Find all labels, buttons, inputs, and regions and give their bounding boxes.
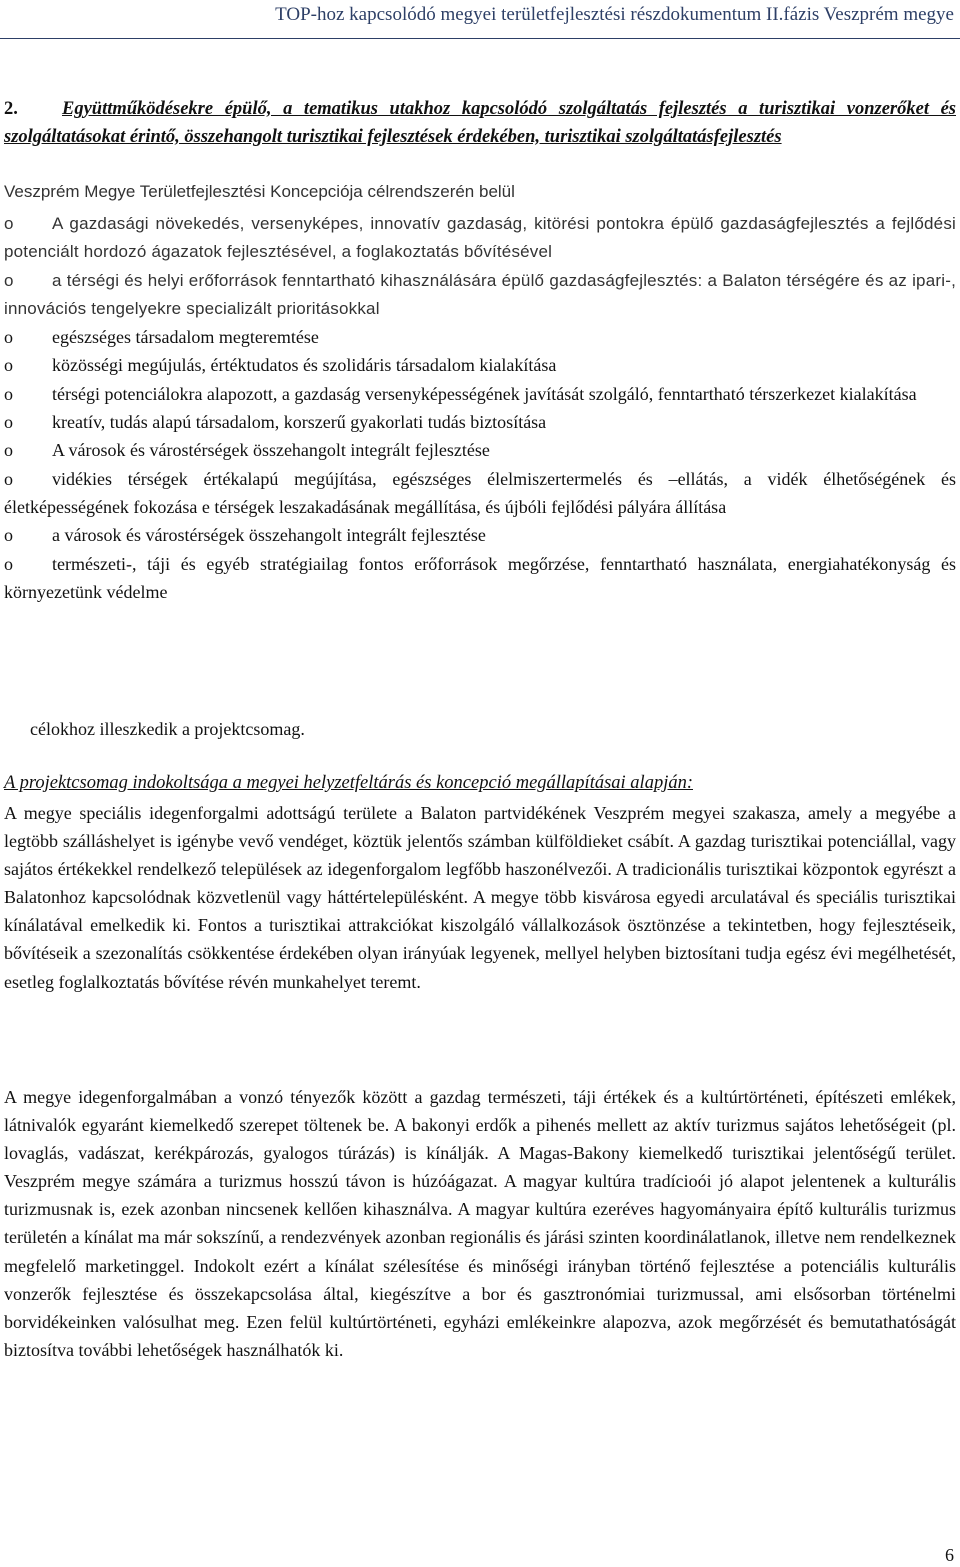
list-item [4,550,956,607]
bullet-marker: o [4,553,13,574]
body-paragraph: A megye idegenforgalmában a vonzó tényezők között a gazdag természeti, táji értékek és a kultúrtörténeti, építészeti emlékek, látnivalók egyaránt kiemelkedő szerepet töltenek be. A bakonyi erdők a pihenés mellett az aktív turizmus sajátos lehetőségeit (pl. lovaglás, vadászat, kerékpározás, gyalogos túrázás) is kínálják. A Magas-Bakony kiemelkedő turisztikai jelentőségű terület. Veszprém megye számára a turizmus hosszú távon is húzóágazat. A magyar kultúra tradícioói jó alapot jelentenek a kulturális turizmusnak is, ezek azonban nincsenek kellően kihasználva. A magyar kultúra ezeréves hagyományaira építő kulturális turizmus területén a kínálat ma már sokszínű, a rendezvények azonban regionális és járási szinten koordinálatlanok, illetve nem rendelkeznek megfelelő marketinggel. Indokolt ezért a kínálat szélesítése és minőségi irányban történő fejlesztése a potenciális kulturális vonzerők fejlesztése és összekapcsolása által, kiegészítve a bor és gasztronómiai turizmussal, ami elsősorban történelmi borvidékeinken valósulhat meg. Ezen felül kultúrtörténeti, egyházi emlékeinkre alapozva, azok megőrzését és bemutathatóságát biztosítva további lehetőségek használhatók ki. [4,1087,956,1360]
bullet-marker: o [4,270,14,290]
list-item-text: közösségi megújulás, értéktudatos és szolidáris társadalom kialakítása [52,355,557,376]
list-item [4,351,956,379]
body-paragraph: A megye speciális idegenforgalmi adottságú területe a Balaton partvidékének Veszprém megyei szakasza, amely a megyébe a legtöbb szálláshelyet is igénybe vevő vendéget, köztük jelentős számban külföldieket csábít. A gazdag turisztikai potenciállal, vagy sajátos értékekkel rendelkező települések az idegenforgalom legfőbb haszonélvezői. A tradicionális turisztikai központok egyrészt a Balatonhoz kapcsolódnak közvetlenül vagy háttértelepülésként. A megye több kisvárosa egyedi arculatával és speciális turisztikai kínálatával emelkedik ki. Fontos a turisztikai attrakciókat kiszolgáló vállalkozások ösztönzése a tekintetben, hogy fejlesztéseik, bővítéseik a szezonalítás csökkentése érdekében olyan irányúak legyenek, mellyel helyben biztosítani tudja egész évi megélhetését, esetleg foglalkoztatás bővítése révén munkahelyet teremt. [4,803,956,992]
list-item-text: térségi potenciálokra alapozott, a gazdaság versenyképességének javítását szolgáló, fenntartható térszerkezet kialakítása [52,383,917,404]
bullet-marker: o [4,383,13,404]
section-heading [4,95,956,151]
bullet-marker: o [4,355,13,376]
list-item [4,380,956,408]
page-number: 6 [945,1545,954,1565]
list-item [4,521,956,549]
bullet-marker: o [4,525,13,546]
list-item [4,408,956,436]
header-divider [0,38,960,39]
list-item-text: a térségi és helyi erőforrások fenntartható kihasználására épülő gazdaságfejlesztés: a Balaton térségére és az ipari-, innovációs tengelyekre specializált prioritásokkal [4,270,956,318]
list-item-text: kreatív, tudás alapú társadalom, korszerű gyakorlati tudás biztosítása [52,412,547,433]
list-item [4,465,956,522]
list-item-text: a városok és várostérségek összehangolt integrált fejlesztése [52,525,486,546]
list-item [4,210,956,267]
list-item [4,267,956,324]
running-header: TOP-hoz kapcsolódó megyei területfejlesztési részdokumentum II.fázis Veszprém megye [275,4,954,25]
objective-list [4,210,956,606]
list-item-text: vidékies térségek értékalapú megújítása, egészséges élelmiszertermelés és –ellátás, a vidék élhetőségének és életképességének fokozása e térségek leszakadásának megállítása, és újbóli fejlődési pályára állítása [4,468,956,517]
bullet-marker: o [4,412,13,433]
bullet-marker: o [4,214,14,233]
justification-title: A projektcsomag indokoltsága a megyei helyzetfeltárás és koncepció megállapításai alapján: [4,773,693,793]
bullet-marker: o [4,440,13,461]
list-item-text: természeti-, táji és egyéb stratégiailag fontos erőforrások megőrzése, fenntartható használata, energiahatékonyság és környezetünk védelme [4,553,956,602]
section-number: 2. [4,99,18,119]
list-item [4,323,956,351]
bullet-marker: o [4,468,13,489]
list-item-text: egészséges társadalom megteremtése [52,327,319,348]
section-intro: Veszprém Megye Területfejlesztési Koncepciója célrendszerén belül [4,182,515,201]
bullet-marker: o [4,327,13,348]
list-item-text: A városok és várostérségek összehangolt integrált fejlesztése [52,440,490,461]
list-item-text: A gazdasági növekedés, versenyképes, innovatív gazdaság, kitörési pontokra épülő gazdaságfejlesztés a fejlődési potenciált hordozó ágazatok fejlesztésével, a foglakoztatás bővítésével [4,214,956,262]
section-title: Együttműködésekre épülő, a tematikus utakhoz kapcsolódó szolgáltatás fejlesztés a turisztikai vonzerőket és szolgáltatásokat érintő, összehangolt turisztikai fejlesztések érdekében, turisztikai szolgáltatásfejlesztés [4,99,956,147]
closing-sentence: célokhoz illeszkedik a projektcsomag. [30,719,305,739]
list-item [4,436,956,464]
